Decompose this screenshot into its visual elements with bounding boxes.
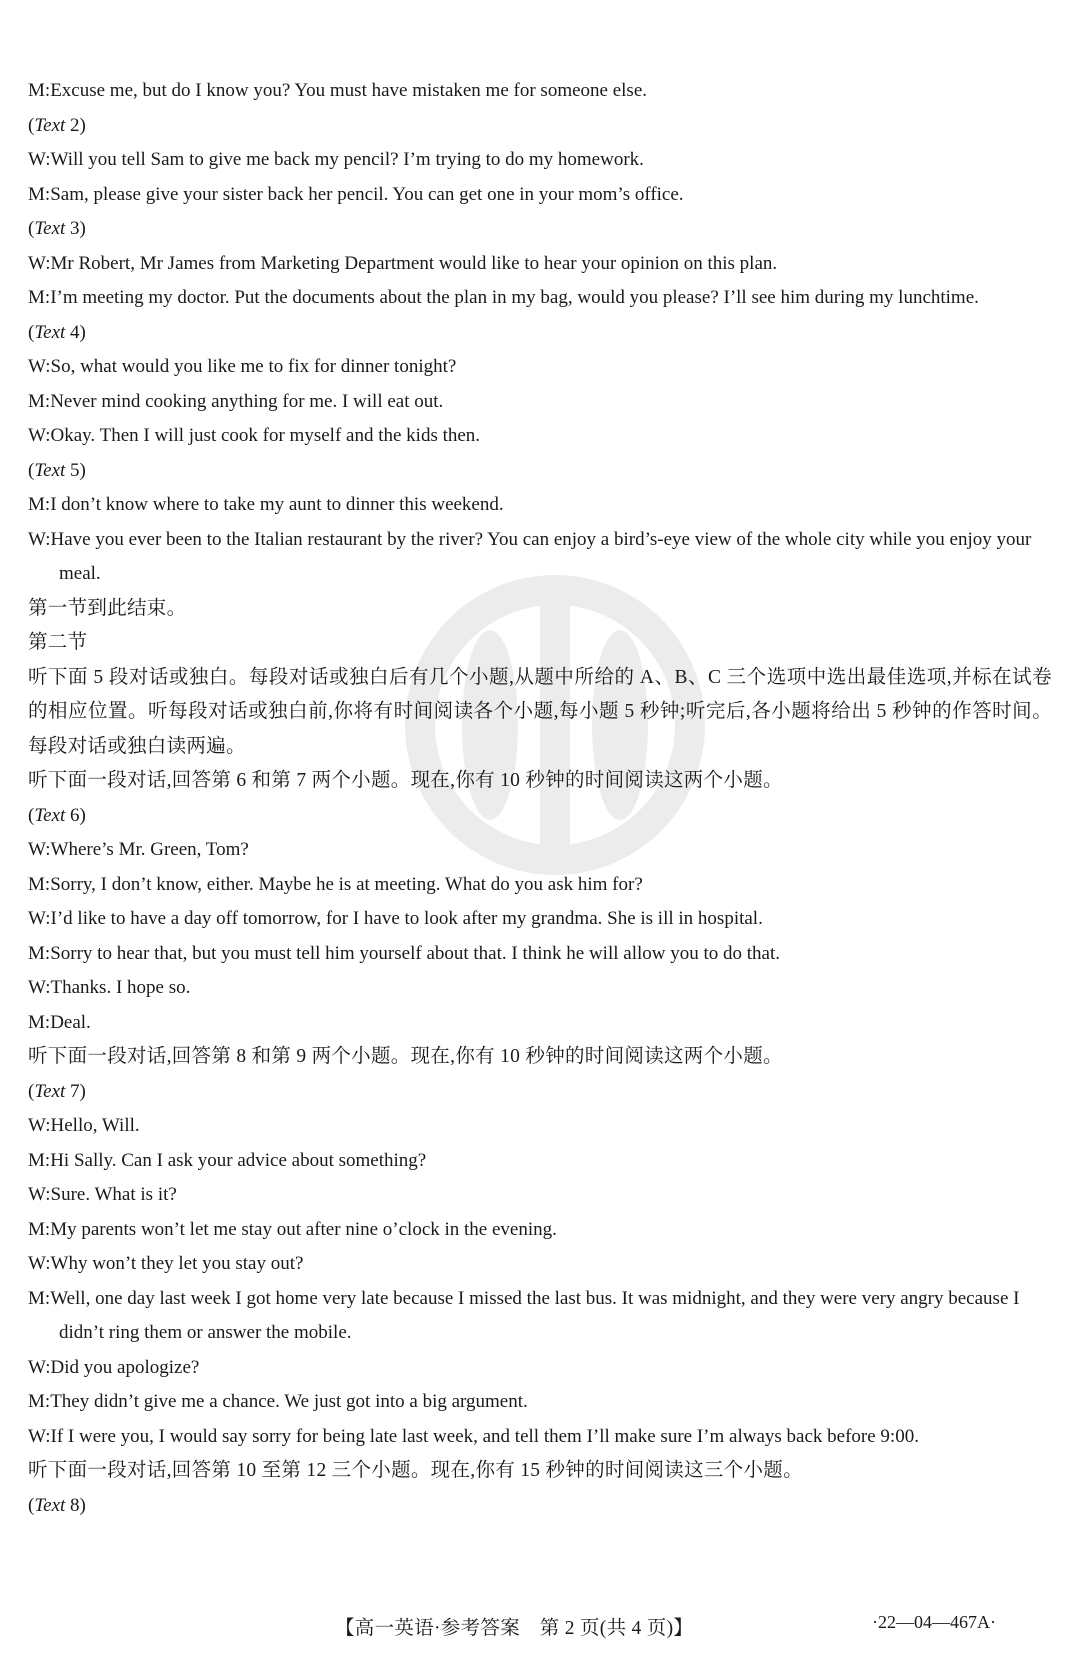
text-number-label: (Text 4) bbox=[28, 321, 86, 343]
dialogue-text: Mr Robert, Mr James from Marketing Department would like to hear your opinion on this plan. bbox=[50, 252, 778, 274]
speaker-label: W: bbox=[28, 839, 51, 860]
section-instruction: 听下面一段对话,回答第 10 至第 12 三个小题。现在,你有 15 秒钟的时间阅读这三个小题。 bbox=[28, 1460, 803, 1481]
dialogue-text: Why won’t they let you stay out? bbox=[50, 1253, 304, 1274]
text-label-number: 7 bbox=[70, 1080, 80, 1102]
dialogue-text: I’d like to have a day off tomorrow, for I have to look after my grandma. She is ill in hospital. bbox=[50, 908, 763, 929]
speaker-label: M: bbox=[28, 942, 51, 964]
speaker-label: M: bbox=[28, 1011, 51, 1033]
speaker-label: W: bbox=[28, 356, 51, 377]
speaker-label: W: bbox=[28, 1425, 51, 1447]
speaker-label: M: bbox=[28, 873, 51, 895]
dialogue-line bbox=[28, 350, 1052, 385]
text-number-label: (Text 3) bbox=[28, 218, 86, 239]
dialogue-text: Sam, please give your sister back her pencil. You can get one in your mom’s office. bbox=[50, 183, 684, 205]
text-number-label: (Text 7) bbox=[28, 1080, 86, 1102]
dialogue-line bbox=[28, 868, 1052, 903]
dialogue-line bbox=[28, 833, 1052, 868]
speaker-label: M: bbox=[28, 1391, 51, 1412]
text-label-word: Text bbox=[34, 1080, 66, 1102]
footer-code: ·22—04—467A· bbox=[872, 1612, 996, 1632]
text-label-word: Text bbox=[34, 114, 66, 136]
speaker-label: M: bbox=[28, 80, 51, 101]
text-label-number: 2 bbox=[70, 114, 80, 136]
dialogue-line bbox=[28, 1213, 1052, 1248]
dialogue-text: Where’s Mr. Green, Tom? bbox=[50, 839, 249, 860]
text-number-label: (Text 8) bbox=[28, 1494, 86, 1516]
dialogue-text: Did you apologize? bbox=[50, 1356, 200, 1378]
section-instruction: 第二节 bbox=[28, 632, 88, 653]
dialogue-text: They didn’t give me a chance. We just got into a big argument. bbox=[50, 1391, 528, 1412]
dialogue-line bbox=[28, 143, 1052, 178]
dialogue-line bbox=[28, 419, 1052, 454]
dialogue-line bbox=[28, 1109, 1052, 1144]
dialogue-line bbox=[28, 1420, 1052, 1455]
page-footer bbox=[0, 1612, 1080, 1642]
dialogue-line bbox=[28, 1351, 1052, 1386]
dialogue-line bbox=[28, 281, 1052, 316]
dialogue-text: Will you tell Sam to give me back my pencil? I’m trying to do my homework. bbox=[50, 149, 644, 170]
dialogue-line bbox=[28, 488, 1052, 523]
speaker-label: W: bbox=[28, 528, 51, 550]
speaker-label: W: bbox=[28, 149, 51, 170]
dialogue-text: I don’t know where to take my aunt to dinner this weekend. bbox=[50, 494, 504, 515]
speaker-label: W: bbox=[28, 425, 51, 446]
text-number-label: (Text 5) bbox=[28, 459, 86, 481]
text-label-number: 8 bbox=[70, 1494, 80, 1516]
speaker-label: M: bbox=[28, 287, 51, 308]
dialogue-line bbox=[28, 523, 1052, 592]
section-instruction: 第一节到此结束。 bbox=[28, 597, 187, 619]
dialogue-text: Sure. What is it? bbox=[50, 1184, 177, 1205]
text-label-number: 3 bbox=[70, 218, 80, 239]
section-instruction: 听下面一段对话,回答第 8 和第 9 两个小题。现在,你有 10 秒钟的时间阅读这两个小题。 bbox=[28, 1046, 783, 1067]
text-number-label: (Text 2) bbox=[28, 114, 86, 136]
speaker-label: W: bbox=[28, 1184, 51, 1205]
dialogue-text: Have you ever been to the Italian restaurant by the river? You can enjoy a bird’s-eye view of the whole city while you enjoy your meal. bbox=[50, 528, 1032, 584]
dialogue-text: Sorry, I don’t know, either. Maybe he is at meeting. What do you ask him for? bbox=[50, 873, 643, 895]
footer-title: 【高一英语·参考答案 第 2 页(共 4 页)】 bbox=[335, 1618, 694, 1639]
speaker-label: M: bbox=[28, 1218, 51, 1240]
dialogue-text: My parents won’t let me stay out after nine o’clock in the evening. bbox=[50, 1218, 557, 1240]
text-number-label: (Text 6) bbox=[28, 804, 86, 826]
section-instruction: 听下面一段对话,回答第 6 和第 7 两个小题。现在,你有 10 秒钟的时间阅读这两个小题。 bbox=[28, 770, 783, 791]
speaker-label: W: bbox=[28, 1356, 51, 1378]
dialogue-line bbox=[28, 1144, 1052, 1179]
dialogue-text: Okay. Then I will just cook for myself and the kids then. bbox=[50, 425, 481, 446]
text-label-number: 4 bbox=[70, 321, 80, 343]
dialogue-text: Well, one day last week I got home very late because I missed the last bus. It was midnight, and they were very angry because I didn’t ring them or answer the mobile. bbox=[50, 1287, 1020, 1343]
speaker-label: M: bbox=[28, 390, 51, 412]
speaker-label: M: bbox=[28, 183, 51, 205]
speaker-label: W: bbox=[28, 1115, 51, 1136]
dialogue-text: Hi Sally. Can I ask your advice about something? bbox=[50, 1149, 427, 1171]
text-label-word: Text bbox=[34, 321, 66, 343]
document-body bbox=[28, 74, 1052, 1523]
instruction-paragraph: 听下面 5 段对话或独白。每段对话或独白后有几个小题,从题中所给的 A、B、C 三个选项中选出最佳选项,并标在试卷的相应位置。听每段对话或独白前,你将有时间阅读各个小题,每小题 5 秒钟;听完后,各小题将给出 5 秒钟的作答时间。每段对话或独白读两遍。 bbox=[28, 666, 1052, 757]
dialogue-line bbox=[28, 74, 1052, 109]
dialogue-line bbox=[28, 1282, 1052, 1351]
dialogue-text: Thanks. I hope so. bbox=[50, 977, 191, 998]
dialogue-text: So, what would you like me to fix for dinner tonight? bbox=[50, 356, 457, 377]
speaker-label: M: bbox=[28, 1149, 51, 1171]
dialogue-line bbox=[28, 385, 1052, 420]
dialogue-text: Hello, Will. bbox=[50, 1115, 140, 1136]
dialogue-line bbox=[28, 971, 1052, 1006]
dialogue-line bbox=[28, 247, 1052, 282]
dialogue-text: Deal. bbox=[50, 1011, 91, 1033]
text-label-number: 6 bbox=[70, 804, 80, 826]
speaker-label: W: bbox=[28, 252, 51, 274]
dialogue-text: Never mind cooking anything for me. I will eat out. bbox=[50, 390, 444, 412]
dialogue-text: I’m meeting my doctor. Put the documents about the plan in my bag, would you please? I’ll see him during my lunchtime. bbox=[50, 287, 979, 308]
dialogue-line bbox=[28, 937, 1052, 972]
dialogue-line bbox=[28, 178, 1052, 213]
speaker-label: W: bbox=[28, 1253, 51, 1274]
dialogue-line bbox=[28, 902, 1052, 937]
dialogue-line bbox=[28, 1385, 1052, 1420]
text-label-word: Text bbox=[34, 459, 66, 481]
speaker-label: M: bbox=[28, 1287, 51, 1309]
dialogue-text: Sorry to hear that, but you must tell him yourself about that. I think he will allow you to do that. bbox=[50, 942, 780, 964]
dialogue-line bbox=[28, 1247, 1052, 1282]
dialogue-line bbox=[28, 1006, 1052, 1041]
text-label-number: 5 bbox=[70, 459, 80, 481]
dialogue-line bbox=[28, 1178, 1052, 1213]
dialogue-text: Excuse me, but do I know you? You must have mistaken me for someone else. bbox=[50, 80, 647, 101]
speaker-label: W: bbox=[28, 908, 51, 929]
text-label-word: Text bbox=[34, 218, 66, 239]
speaker-label: W: bbox=[28, 977, 51, 998]
speaker-label: M: bbox=[28, 494, 51, 515]
dialogue-text: If I were you, I would say sorry for being late last week, and tell them I’ll make sure I’m always back before 9:00. bbox=[50, 1425, 919, 1447]
text-label-word: Text bbox=[34, 1494, 66, 1516]
text-label-word: Text bbox=[34, 804, 66, 826]
